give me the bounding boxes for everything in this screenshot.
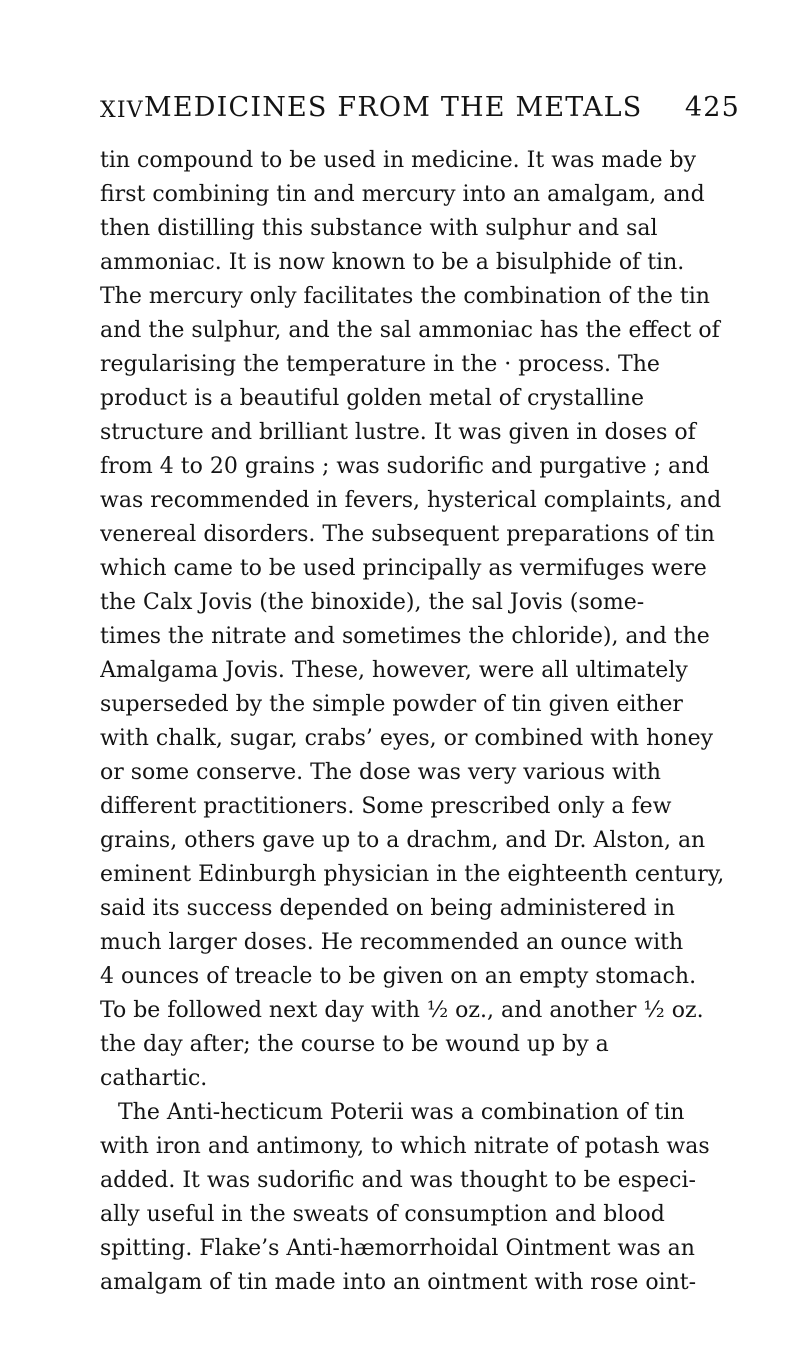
text-line: regularising the temperature in the · process. The — [100, 352, 660, 377]
text-line: tin compound to be used in medicine. It was made by — [100, 148, 697, 173]
text-line: times the nitrate and sometimes the chloride), and the — [100, 624, 710, 649]
text-line: was recommended in fevers, hysterical complaints, and — [100, 488, 722, 513]
text-line: added. It was sudorific and was thought to be especi- — [100, 1168, 696, 1193]
text-line: structure and brilliant lustre. It was given in doses of — [100, 420, 696, 445]
text-line: ammoniac. It is now known to be a bisulphide of tin. — [100, 250, 685, 275]
text-line: from 4 to 20 grains ; was sudorific and purgative ; and — [100, 454, 710, 479]
chapter-number: XIV — [100, 98, 144, 123]
text-line: ally useful in the sweats of consumption and blood — [100, 1202, 665, 1227]
text-line: said its success depended on being administered in — [100, 896, 675, 921]
text-line: and the sulphur, and the sal ammoniac has the effect of — [100, 318, 720, 343]
text-line: or some conserve. The dose was very various with — [100, 760, 661, 785]
text-line: amalgam of tin made into an ointment with rose oint- — [100, 1270, 697, 1295]
text-line: 4 ounces of treacle to be given on an empty stomach. — [100, 964, 697, 989]
text-line: To be followed next day with ½ oz., and another ½ oz. — [100, 998, 704, 1023]
text-line: cathartic. — [100, 1066, 208, 1091]
text-line: the Calx Jovis (the binoxide), the sal Jovis (some- — [100, 590, 645, 615]
running-title: MEDICINES FROM THE METALS — [144, 92, 643, 123]
page-number: 425 — [684, 92, 740, 123]
text-line: which came to be used principally as vermifuges were — [100, 556, 707, 581]
text-line: the day after; the course to be wound up by a — [100, 1032, 609, 1057]
text-line: spitting. Flake’s Anti-hæmorrhoidal Ointment was an — [100, 1236, 695, 1261]
text-line: grains, others gave up to a drachm, and Dr. Alston, an — [100, 828, 706, 853]
text-line: then distilling this substance with sulphur and sal — [100, 216, 658, 241]
text-line: The mercury only facilitates the combination of the tin — [100, 284, 710, 309]
text-line: with chalk, sugar, crabs’ eyes, or combined with honey — [100, 726, 714, 751]
text-line: superseded by the simple powder of tin given either — [100, 692, 683, 717]
text-line: with iron and antimony, to which nitrate of potash was — [100, 1134, 710, 1159]
text-line: venereal disorders. The subsequent preparations of tin — [100, 522, 715, 547]
text-line: much larger doses. He recommended an ounce with — [100, 930, 684, 955]
text-line: product is a beautiful golden metal of crystalline — [100, 386, 644, 411]
text-line: eminent Edinburgh physician in the eighteenth century, — [100, 862, 725, 887]
text-line: first combining tin and mercury into an amalgam, and — [100, 182, 705, 207]
running-head — [100, 92, 740, 128]
paragraph-start-line: The Anti-hecticum Poterii was a combination of tin — [118, 1100, 685, 1125]
text-line: different practitioners. Some prescribed only a few — [100, 794, 672, 819]
text-line: Amalgama Jovis. These, however, were all ultimately — [100, 658, 688, 683]
